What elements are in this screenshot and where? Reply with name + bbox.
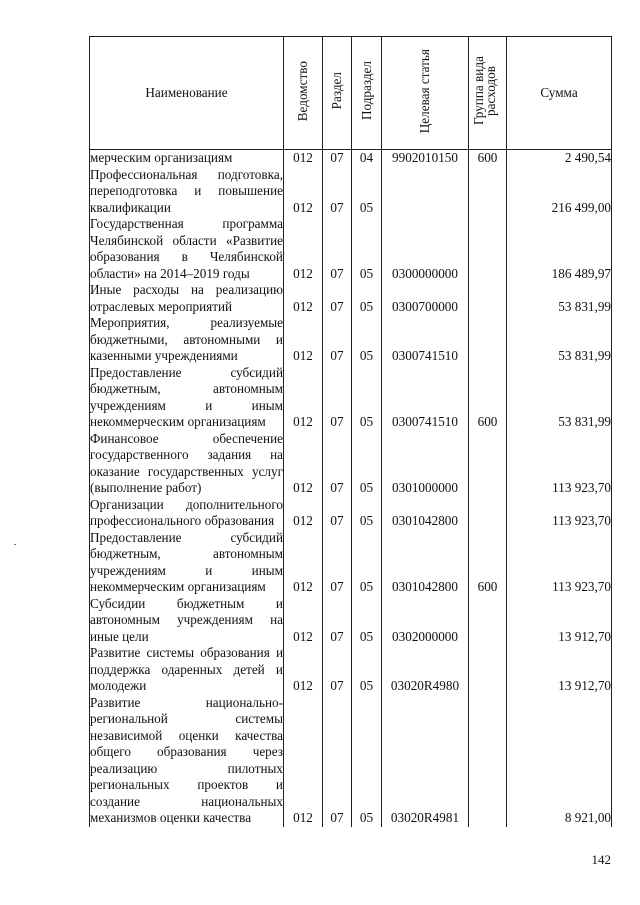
row-target-article: 9902010150 [382,150,469,167]
row-subsection: 04 [352,150,382,167]
row-target-article: 0300700000 [382,282,469,315]
row-department: 012 [284,431,323,497]
row-department: 012 [284,150,323,167]
row-subsection: 05 [352,596,382,646]
row-target-article: 0300000000 [382,216,469,282]
table-row [90,497,612,530]
row-section: 07 [323,315,352,365]
row-name: Организации дополнительного профессионального образования [90,496,283,528]
row-name: Предоставление субсидий бюджетным, автономным учреждениям и иным некоммерческим организациям [90,529,283,594]
table-row [90,315,612,365]
row-amount: 216 499,00 [507,167,612,217]
row-department: 012 [284,645,323,695]
row-expense-group [469,497,507,530]
row-section: 07 [323,596,352,646]
header-amount: Сумма [507,37,612,150]
row-amount: 53 831,99 [507,315,612,365]
table-row [90,530,612,596]
table-row [90,216,612,282]
row-target-article: 0300741510 [382,365,469,431]
row-section: 07 [323,150,352,167]
row-section: 07 [323,497,352,530]
row-expense-group [469,645,507,695]
table-row [90,365,612,431]
header-target-article: Целевая статья [382,37,469,150]
row-name: Профессиональная подготовка, переподготовка и повышение квалификации [90,166,283,215]
row-department: 012 [284,365,323,431]
row-expense-group [469,315,507,365]
row-subsection: 05 [352,216,382,282]
row-department: 012 [284,216,323,282]
header-subsection: Подраздел [352,37,382,150]
budget-table [89,36,612,827]
table-row [90,431,612,497]
row-subsection: 05 [352,282,382,315]
table-header-row [90,37,612,150]
row-section: 07 [323,282,352,315]
row-name: Иные расходы на реализацию отраслевых мероприятий [90,282,283,314]
row-target-article: 0302000000 [382,596,469,646]
row-expense-group: 600 [469,150,507,167]
row-name: Предоставление субсидий бюджетным, автономным учреждениям и иным некоммерческим организациям [90,364,283,429]
row-department: 012 [284,695,323,827]
row-name: Мероприятия, реализуемые бюджетными, автономными и казенными учреждениями [90,315,283,363]
row-department: 012 [284,530,323,596]
row-section: 07 [323,365,352,431]
row-subsection: 05 [352,167,382,217]
row-amount: 113 923,70 [507,431,612,497]
row-expense-group [469,216,507,282]
row-subsection: 05 [352,315,382,365]
row-amount: 53 831,99 [507,282,612,315]
header-expense-group: Группа вида расходов [469,37,507,150]
row-subsection: 05 [352,431,382,497]
row-expense-group [469,431,507,497]
row-amount: 13 912,70 [507,645,612,695]
row-subsection: 05 [352,497,382,530]
table-row [90,282,612,315]
row-name: Развитие системы образования и поддержка одаренных детей и молодежи [90,645,283,693]
row-expense-group [469,282,507,315]
row-subsection: 05 [352,530,382,596]
row-target-article: 0300741510 [382,315,469,365]
header-department: Ведомство [284,37,323,150]
row-target-article: 03020R4981 [382,695,469,827]
table-body [90,150,612,827]
row-subsection: 05 [352,695,382,827]
row-name: Субсидии бюджетным и автономным учреждениям на иные цели [90,595,283,644]
row-department: 012 [284,596,323,646]
row-expense-group [469,695,507,827]
table-row [90,167,612,217]
row-subsection: 05 [352,365,382,431]
row-amount: 113 923,70 [507,530,612,596]
row-name: Финансовое обеспечение государственного задания на оказание государственных услуг (выполнение работ) [90,430,283,495]
row-section: 07 [323,645,352,695]
row-section: 07 [323,530,352,596]
row-section: 07 [323,695,352,827]
row-department: 012 [284,497,323,530]
header-section: Раздел [323,37,352,150]
row-amount: 53 831,99 [507,365,612,431]
table-row [90,596,612,646]
row-target-article: 03020R4980 [382,645,469,695]
table-row [90,695,612,827]
row-department: 012 [284,167,323,217]
row-target-article: 0301000000 [382,431,469,497]
row-expense-group: 600 [469,365,507,431]
row-target-article [382,167,469,217]
row-expense-group [469,596,507,646]
row-subsection: 05 [352,645,382,695]
scan-mark [14,544,16,545]
row-name: Государственная программа Челябинской области «Развитие образования в Челябинской области» на 2014–2019 годы [90,216,283,281]
row-department: 012 [284,282,323,315]
row-expense-group [469,167,507,217]
row-target-article: 0301042800 [382,530,469,596]
row-name: Развитие национально-региональной системы независимой оценки качества общего образования через реализацию пилотных региональных проектов и создание национальных механизмов оценки качества [90,694,283,825]
row-expense-group: 600 [469,530,507,596]
row-section: 07 [323,431,352,497]
row-target-article: 0301042800 [382,497,469,530]
row-section: 07 [323,167,352,217]
row-amount: 186 489,97 [507,216,612,282]
row-department: 012 [284,315,323,365]
row-amount: 8 921,00 [507,695,612,827]
row-amount: 13 912,70 [507,596,612,646]
page-number: 142 [591,852,611,867]
row-amount: 113 923,70 [507,497,612,530]
row-amount: 2 490,54 [507,150,612,167]
row-name: мерческим организациям [90,150,284,167]
row-section: 07 [323,216,352,282]
table-row [90,150,612,167]
table-row [90,645,612,695]
header-name: Наименование [90,37,284,150]
